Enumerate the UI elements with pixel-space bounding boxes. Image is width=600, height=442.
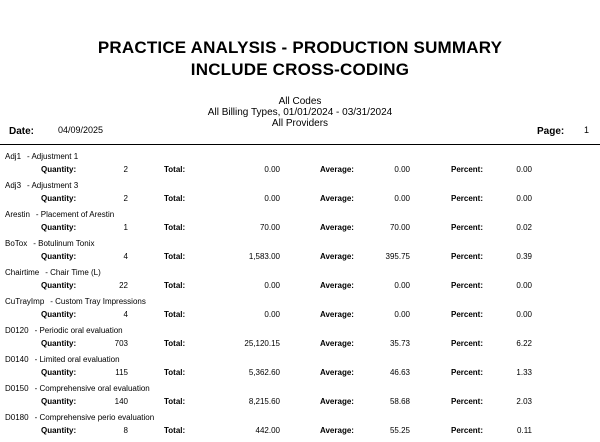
total-value: 25,120.15 — [244, 339, 280, 348]
average-label: Average: — [320, 339, 354, 348]
procedure-description: - Chair Time (L) — [45, 268, 101, 277]
percent-value: 6.22 — [516, 339, 532, 348]
total-value: 0.00 — [264, 310, 280, 319]
procedure-code-line — [5, 268, 101, 277]
code-row — [0, 152, 600, 181]
average-label: Average: — [320, 310, 354, 319]
quantity-label: Quantity: — [41, 368, 77, 377]
quantity-value: 2 — [123, 165, 128, 174]
procedure-description: - Adjustment 1 — [27, 152, 79, 161]
percent-label: Percent: — [451, 426, 484, 435]
procedure-description: - Placement of Arestin — [35, 210, 115, 219]
quantity-value: 703 — [114, 339, 128, 348]
quantity-label: Quantity: — [41, 165, 77, 174]
quantity-label: Quantity: — [41, 194, 77, 203]
report-title-line-1: PRACTICE ANALYSIS - PRODUCTION SUMMARY — [97, 38, 503, 57]
quantity-label: Quantity: — [41, 310, 77, 319]
procedure-code-line — [5, 413, 154, 422]
average-value: 70.00 — [389, 223, 410, 232]
total-value: 8,215.60 — [248, 397, 280, 406]
total-label: Total: — [164, 426, 186, 435]
procedure-code: D0180 — [5, 413, 29, 422]
procedure-code-line — [5, 384, 150, 393]
procedure-code-line — [5, 326, 123, 335]
percent-value: 0.39 — [516, 252, 532, 261]
average-label: Average: — [320, 368, 354, 377]
percent-value: 0.02 — [516, 223, 532, 232]
procedure-code: D0150 — [5, 384, 29, 393]
average-label: Average: — [320, 426, 354, 435]
total-value: 0.00 — [264, 194, 280, 203]
code-row — [0, 239, 600, 268]
production-summary-list — [0, 152, 600, 442]
procedure-code: Arestin — [5, 210, 30, 219]
quantity-value: 8 — [123, 426, 128, 435]
quantity-value: 2 — [123, 194, 128, 203]
percent-label: Percent: — [451, 252, 484, 261]
average-label: Average: — [320, 194, 354, 203]
total-label: Total: — [164, 165, 186, 174]
average-value: 0.00 — [394, 310, 410, 319]
average-value: 35.73 — [389, 339, 410, 348]
percent-label: Percent: — [451, 165, 484, 174]
total-value: 0.00 — [264, 165, 280, 174]
total-value: 1,583.00 — [248, 252, 280, 261]
percent-label: Percent: — [451, 368, 484, 377]
average-value: 0.00 — [394, 194, 410, 203]
percent-value: 0.00 — [516, 194, 532, 203]
page-number: 1 — [584, 125, 590, 135]
report-title-line-2: INCLUDE CROSS-CODING — [190, 60, 410, 79]
total-label: Total: — [164, 310, 186, 319]
percent-label: Percent: — [451, 397, 484, 406]
code-row — [0, 355, 600, 384]
quantity-label: Quantity: — [41, 223, 77, 232]
filter-providers: All Providers — [271, 118, 329, 129]
percent-value: 0.00 — [516, 165, 532, 174]
percent-label: Percent: — [451, 281, 484, 290]
total-value: 5,362.60 — [248, 368, 280, 377]
percent-label: Percent: — [451, 339, 484, 348]
header-divider — [0, 144, 600, 145]
percent-value: 0.00 — [516, 281, 532, 290]
quantity-label: Quantity: — [41, 397, 77, 406]
date-label: Date: — [9, 126, 35, 137]
average-label: Average: — [320, 281, 354, 290]
quantity-value: 1 — [123, 223, 128, 232]
procedure-code-line — [5, 152, 78, 161]
average-value: 0.00 — [394, 281, 410, 290]
percent-value: 0.11 — [517, 426, 532, 435]
page-label: Page: — [537, 126, 565, 137]
total-label: Total: — [164, 281, 186, 290]
quantity-value: 22 — [119, 281, 128, 290]
total-label: Total: — [164, 339, 186, 348]
filter-billing-types: All Billing Types, 01/01/2024 - 03/31/2024 — [207, 107, 393, 118]
code-row — [0, 297, 600, 326]
code-row — [0, 268, 600, 297]
code-row — [0, 326, 600, 355]
percent-label: Percent: — [451, 223, 484, 232]
average-value: 55.25 — [389, 426, 410, 435]
percent-label: Percent: — [451, 310, 484, 319]
average-label: Average: — [320, 397, 354, 406]
percent-value: 2.03 — [516, 397, 532, 406]
procedure-code-line — [5, 210, 114, 219]
date-value: 04/09/2025 — [58, 125, 104, 135]
filter-codes: All Codes — [278, 96, 322, 107]
procedure-code-line — [5, 355, 120, 364]
total-value: 70.00 — [259, 223, 280, 232]
quantity-label: Quantity: — [41, 426, 77, 435]
average-label: Average: — [320, 165, 354, 174]
code-row — [0, 181, 600, 210]
procedure-code: BoTox — [5, 239, 28, 248]
procedure-description: - Comprehensive oral evaluation — [34, 384, 150, 393]
average-value: 395.75 — [385, 252, 410, 261]
code-row — [0, 384, 600, 413]
quantity-label: Quantity: — [41, 281, 77, 290]
average-value: 46.63 — [389, 368, 410, 377]
procedure-code: CuTrayImp — [5, 297, 45, 306]
average-label: Average: — [320, 252, 354, 261]
quantity-label: Quantity: — [41, 252, 77, 261]
total-label: Total: — [164, 223, 186, 232]
procedure-code: Adj3 — [5, 181, 22, 190]
procedure-description: - Limited oral evaluation — [34, 355, 120, 364]
procedure-code: D0140 — [5, 355, 29, 364]
average-label: Average: — [320, 223, 354, 232]
procedure-description: - Custom Tray Impressions — [50, 297, 146, 306]
total-value: 442.00 — [255, 426, 280, 435]
percent-value: 1.33 — [516, 368, 532, 377]
procedure-description: - Adjustment 3 — [27, 181, 79, 190]
procedure-description: - Comprehensive perio evaluation — [34, 413, 155, 422]
percent-label: Percent: — [451, 194, 484, 203]
code-row — [0, 413, 600, 442]
procedure-code-line — [5, 297, 146, 306]
total-label: Total: — [164, 368, 186, 377]
total-label: Total: — [164, 252, 186, 261]
percent-value: 0.00 — [516, 310, 532, 319]
quantity-value: 115 — [115, 368, 128, 377]
average-value: 58.68 — [389, 397, 410, 406]
procedure-code: D0120 — [5, 326, 29, 335]
total-label: Total: — [164, 194, 186, 203]
code-row — [0, 210, 600, 239]
total-label: Total: — [164, 397, 186, 406]
procedure-code-line — [5, 239, 94, 248]
total-value: 0.00 — [264, 281, 280, 290]
procedure-description: - Periodic oral evaluation — [34, 326, 123, 335]
procedure-description: - Botulinum Tonix — [33, 239, 95, 248]
quantity-value: 4 — [123, 310, 128, 319]
quantity-value: 4 — [123, 252, 128, 261]
procedure-code-line — [5, 181, 78, 190]
quantity-label: Quantity: — [41, 339, 77, 348]
procedure-code: Adj1 — [5, 152, 22, 161]
procedure-code: Chairtime — [5, 268, 40, 277]
average-value: 0.00 — [394, 165, 410, 174]
quantity-value: 140 — [114, 397, 128, 406]
